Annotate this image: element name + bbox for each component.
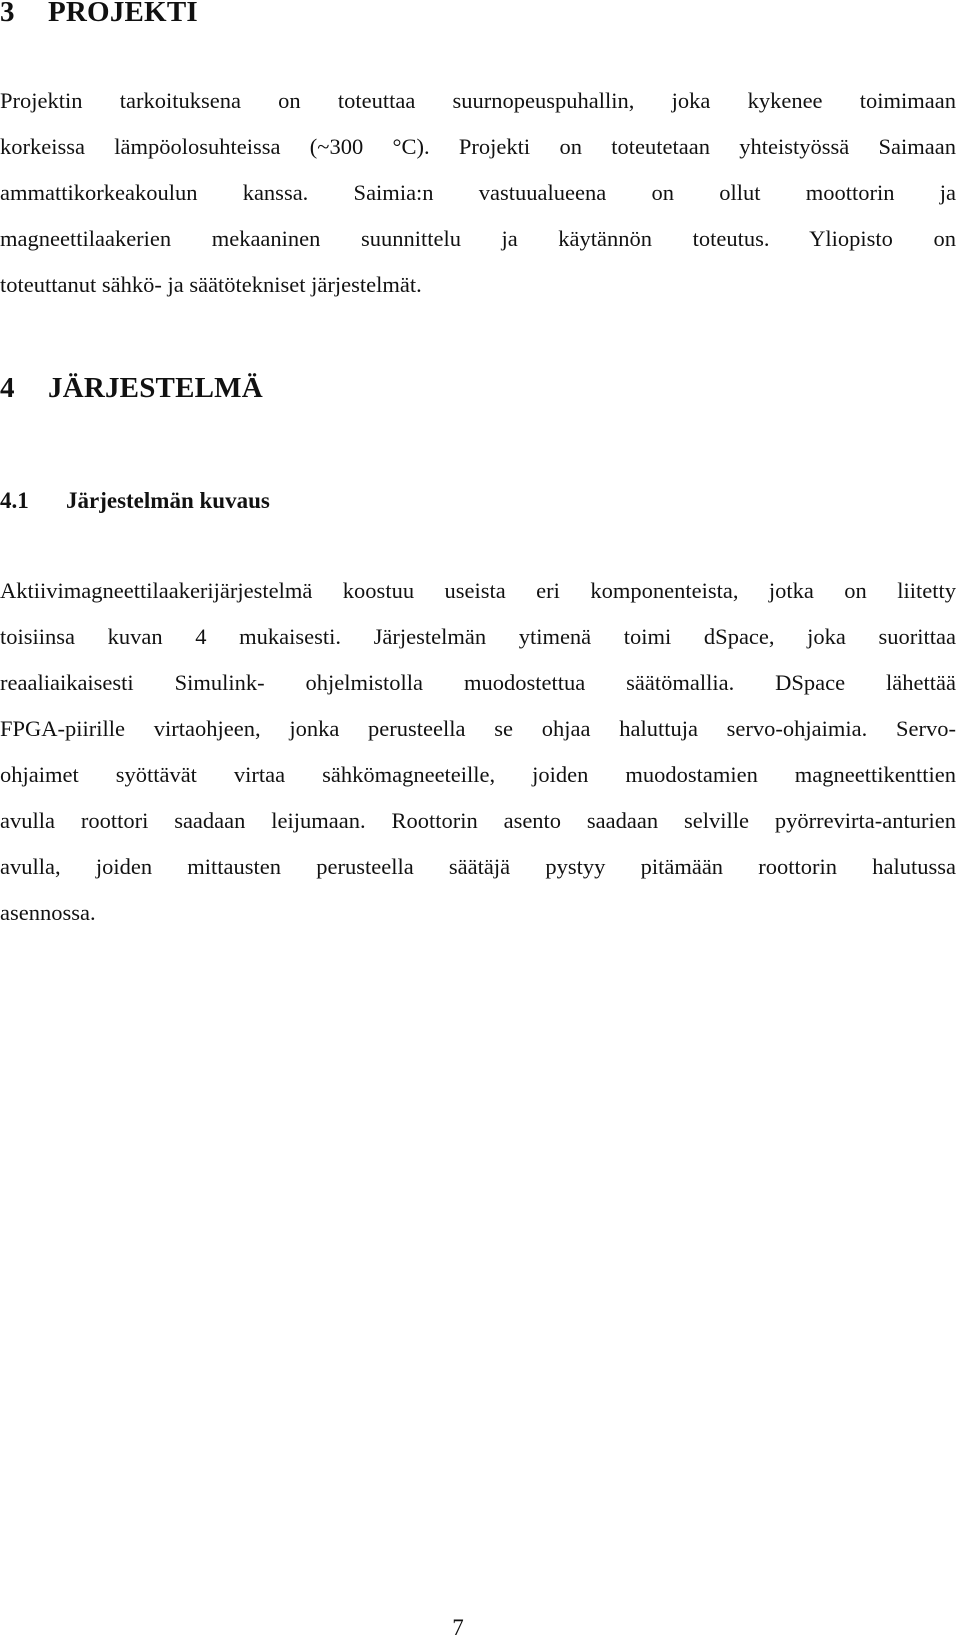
section-4-1-number: 4.1	[0, 488, 29, 513]
paragraph-line: FPGA-piirille virtaohjeen, jonka perusteella se ohjaa haluttuja servo-ohjaimia. Servo-	[0, 716, 956, 741]
page-number: 7	[452, 1615, 464, 1640]
paragraph-line: korkeissa lämpöolosuhteissa (~300 °C). Projekti on toteutetaan yhteistyössä Saimaan	[0, 134, 956, 159]
paragraph-line: reaaliaikaisesti Simulink- ohjelmistolla muodostettua säätömallia. DSpace lähettää	[0, 670, 956, 695]
section-4-title: JÄRJESTELMÄ	[48, 372, 263, 404]
paragraph-line: toteuttanut sähkö- ja säätötekniset järjestelmät.	[0, 272, 422, 297]
paragraph-line: asennossa.	[0, 900, 96, 925]
paragraph-line: ohjaimet syöttävät virtaa sähkömagneeteille, joiden muodostamien magneettikenttien	[0, 762, 956, 787]
section-3-number: 3	[0, 0, 15, 28]
paragraph-line: avulla, joiden mittausten perusteella säätäjä pystyy pitämään roottorin halutussa	[0, 854, 956, 879]
paragraph-line: Projektin tarkoituksena on toteuttaa suurnopeuspuhallin, joka kykenee toimimaan	[0, 88, 956, 113]
paragraph-line: toisiinsa kuvan 4 mukaisesti. Järjestelmän ytimenä toimi dSpace, joka suorittaa	[0, 624, 956, 649]
paragraph-line: Aktiivimagneettilaakerijärjestelmä koostuu useista eri komponenteista, jotka on liitetty	[0, 578, 956, 603]
section-4-number: 4	[0, 372, 15, 404]
section-4-1-title: Järjestelmän kuvaus	[66, 488, 270, 513]
section-4-heading	[0, 372, 263, 405]
paragraph-line: magneettilaakerien mekaaninen suunnittelu ja käytännön toteutus. Yliopisto on	[0, 226, 956, 251]
paragraph-line: ammattikorkeakoulun kanssa. Saimia:n vastuualueena on ollut moottorin ja	[0, 180, 956, 205]
section-4-1-paragraph	[0, 568, 956, 936]
section-4-1-heading	[0, 488, 270, 514]
section-3-heading	[0, 0, 198, 29]
paragraph-line: avulla roottori saadaan leijumaan. Roottorin asento saadaan selville pyörrevirta-anturien	[0, 808, 956, 833]
section-3-title: PROJEKTI	[48, 0, 198, 28]
section-3-paragraph	[0, 78, 956, 308]
